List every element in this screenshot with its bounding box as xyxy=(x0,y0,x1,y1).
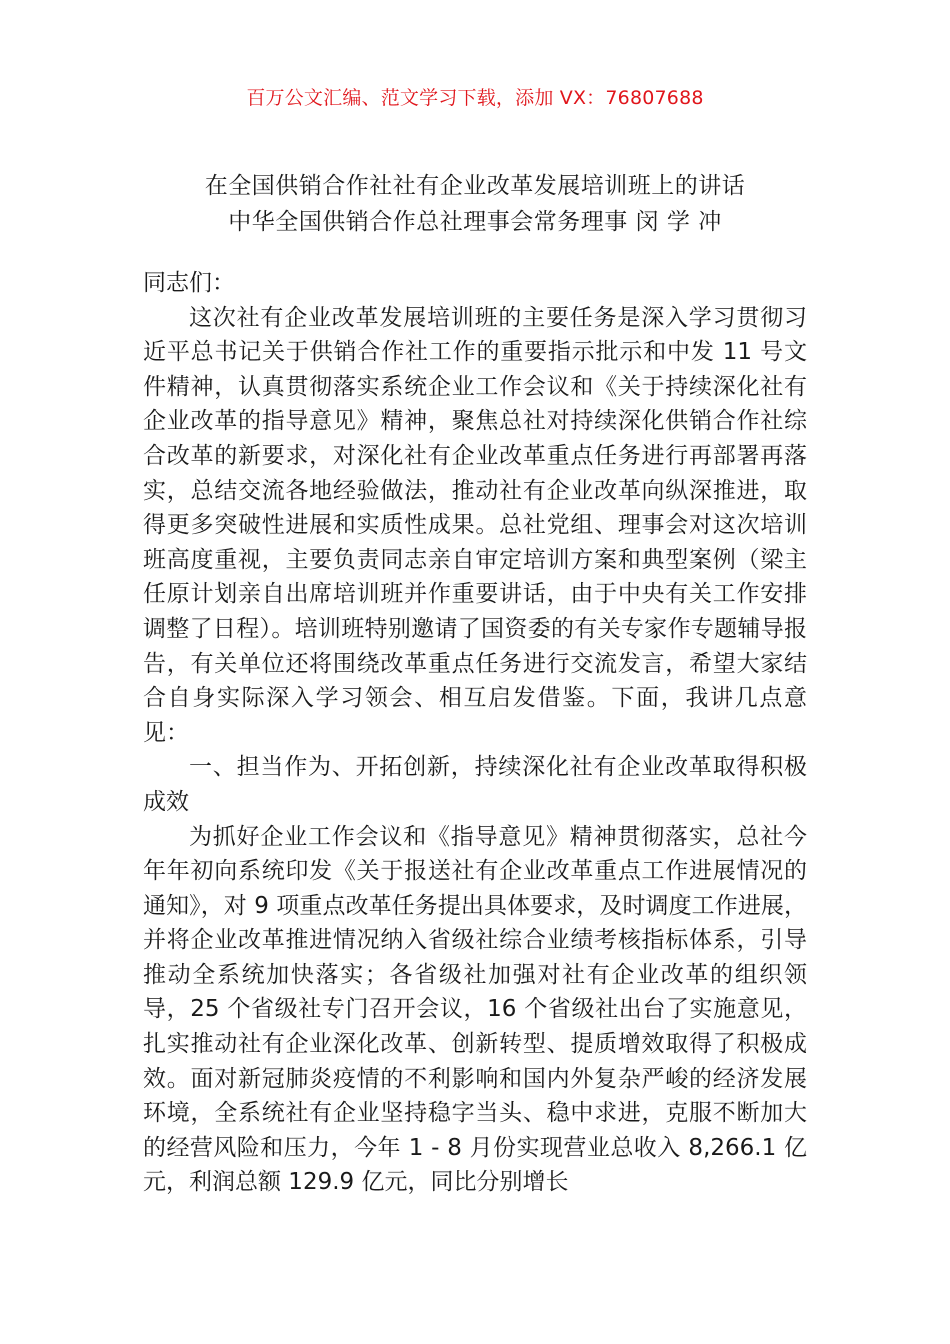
greeting: 同志们： xyxy=(143,270,235,296)
paragraph-section-1: 为抓好企业工作会议和《指导意见》精神贯彻落实，总社今年年初向系统印发《关于报送社有企业改革重点工作进展情况的通知》，对 9 项重点改革任务提出具体要求，及时调度工作进展，并将企业改革推进情况纳入省级社综合业绩考核指标体系，引导推动全系统加快落实；各省级社加强对社有企业改革的组织领导，25 个省级社专门召开会议，16 个省级社出台了实施意见，扎实推动社有企业深化改革、创新转型、提质增效取得了积极成效。面对新冠肺炎疫情的不利影响和国内外复杂严峻的经济发展环境，全系统社有企业坚持稳字当头、稳中求进，克服不断加大的经营风险和压力，今年 1 - 8 月份实现营业总收入 8,266.1 亿元，利润总额 129.9 亿元，同比分别增长 xyxy=(143,823,807,1196)
promo-banner: 百万公文汇编、范文学习下载，添加 VX：76807688 xyxy=(246,87,704,109)
title-block xyxy=(0,168,950,240)
document-title: 在全国供销合作社社有企业改革发展培训班上的讲话 xyxy=(204,173,746,199)
section-heading-1: 一、担当作为、开拓创新，持续深化社有企业改革取得积极成效 xyxy=(143,754,807,815)
document-body xyxy=(143,266,807,1200)
paragraph-intro: 这次社有企业改革发展培训班的主要任务是深入学习贯彻习近平总书记关于供销合作社工作的重要指示批示和中发 11 号文件精神，认真贯彻落实系统企业工作会议和《关于持续深化社有企业改革的指导意见》精神，聚焦总社对持续深化供销合作社综合改革的新要求，对深化社有企业改革重点任务进行再部署再落实，总结交流各地经验做法，推动社有企业改革向纵深推进，取得更多突破性进展和实质性成果。总社党组、理事会对这次培训班高度重视，主要负责同志亲自审定培训方案和典型案例（梁主任原计划亲自出席培训班并作重要讲话，由于中央有关工作安排调整了日程）。培训班特别邀请了国资委的有关专家作专题辅导报告，有关单位还将围绕改革重点任务进行交流发言，希望大家结合自身实际深入学习领会、相互启发借鉴。下面，我讲几点意见： xyxy=(143,304,807,746)
author-line: 中华全国供销合作总社理事会常务理事 闵 学 冲 xyxy=(228,209,722,235)
